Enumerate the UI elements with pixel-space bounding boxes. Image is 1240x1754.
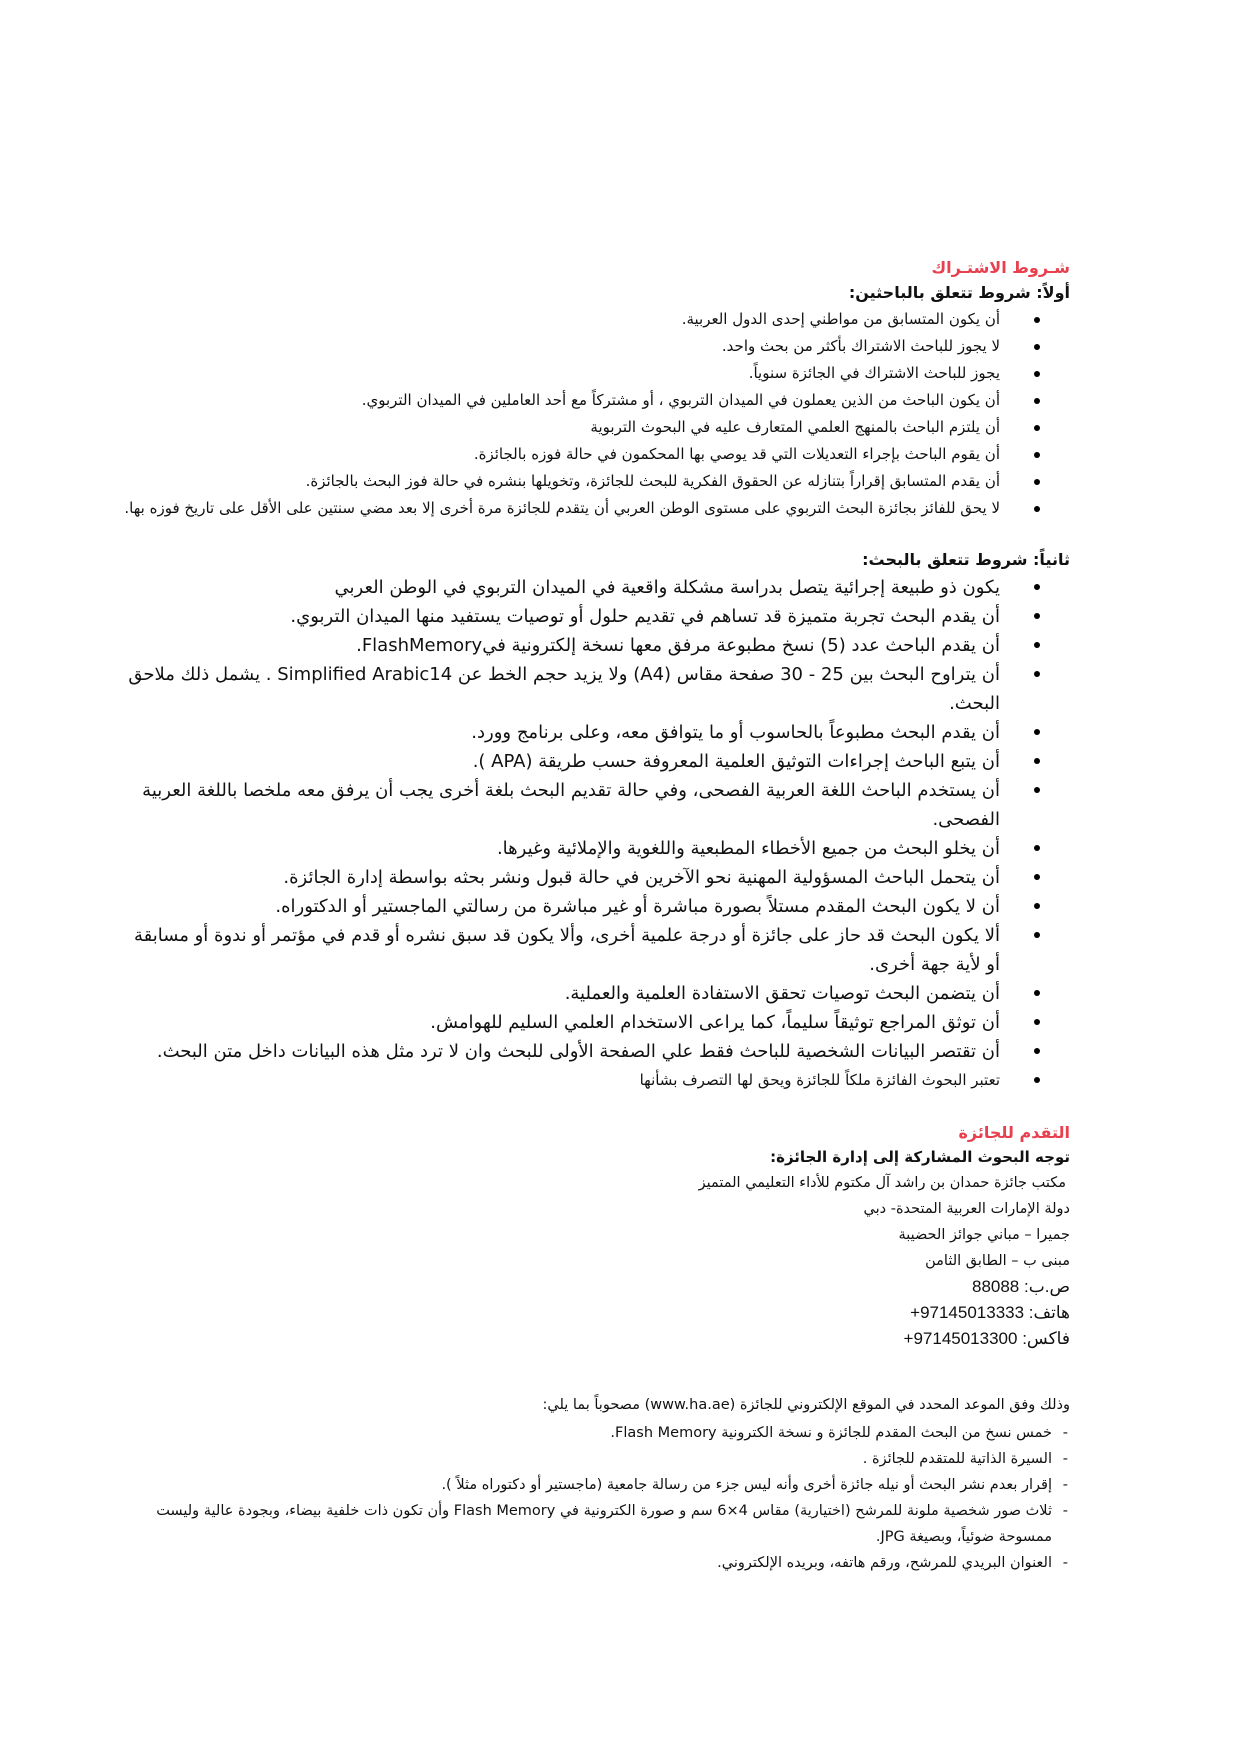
list-item: أن يتبع الباحث إجراءات التوثيق العلمية المعروفة حسب طريقة (APA ). <box>120 747 1000 776</box>
list-item: - السيرة الذاتية للمتقدم للجائزة . <box>120 1446 1052 1472</box>
list-item: ألا يكون البحث قد حاز على جائزة أو درجة علمية أخرى، وألا يكون قد سبق نشره أو قدم في مؤتمر أو ندوة أو مسابقة أو لأية جهة أخرى. <box>120 921 1000 979</box>
list-item: أن يلتزم الباحث بالمنهج العلمي المتعارف عليه في البحوث التربوية <box>120 414 1000 441</box>
list-item: تعتبر البحوث الفائزة ملكاً للجائزة ويحق لها التصرف بشأنها <box>120 1066 1000 1095</box>
list-item: أن تقتصر البيانات الشخصية للباحث فقط علي الصفحة الأولى للبحث وان لا ترد مثل هذه البيانات داخل متن البحث. <box>120 1037 1000 1066</box>
participation-title: شـروط الاشتـراك <box>931 258 1070 277</box>
list-item: يكون ذو طبيعة إجرائية يتصل بدراسة مشكلة واقعية في الميدان التربوي في الوطن العربي <box>120 573 1000 602</box>
address-phone: هاتف: 97145013333+ <box>910 1303 1070 1322</box>
address-fax: فاكس: 97145013300+ <box>903 1329 1070 1348</box>
list-item: أن يستخدم الباحث اللغة العربية الفصحى، وفي حالة تقديم البحث بلغة أخرى يجب أن يرفق معه ملخصا باللغة العربية الفصحى. <box>120 776 1000 834</box>
list-item: - خمس نسخ من البحث المقدم للجائزة و نسخة الكترونية Flash Memory. <box>120 1420 1052 1446</box>
address-country: دولة الإمارات العربية المتحدة- دبي <box>863 1201 1070 1217</box>
list-item: أن لا يكون البحث المقدم مستلاً بصورة مباشرة أو غير مباشرة من رسالتي الماجستير أو الدكتوراه. <box>120 892 1000 921</box>
list-item: لا يحق للفائز بجائزة البحث التربوي على مستوى الوطن العربي أن يتقدم للجائزة مرة أخرى إلا بعد مضي سنتين على الأقل على تاريخ فوزه بها. <box>120 495 1000 522</box>
list-item: يجوز للباحث الاشتراك في الجائزة سنوياً. <box>120 360 1000 387</box>
list-item: أن يقوم الباحث بإجراء التعديلات التي قد يوصي بها المحكمون في حالة فوزه بالجائزة. <box>120 441 1000 468</box>
address-po-box: ص.ب: 88088 <box>971 1277 1070 1296</box>
application-heading: توجه البحوث المشاركة إلى إدارة الجائزة: <box>770 1148 1070 1166</box>
document-page <box>120 258 1070 1576</box>
address-building: مبنى ب – الطابق الثامن <box>925 1253 1070 1269</box>
list-item: أن توثق المراجع توثيقاً سليماً، كما يراعى الاستخدام العلمي السليم للهوامش. <box>120 1008 1000 1037</box>
submission-intro: وذلك وفق الموعد المحدد في الموقع الإلكتروني للجائزة (www.ha.ae) مصحوباً بما يلي: <box>542 1397 1070 1413</box>
address-area: جميرا – مباني جوائز الحضيبة <box>898 1227 1070 1243</box>
list-item: أن يخلو البحث من جميع الأخطاء المطبعية واللغوية والإملائية وغيرها. <box>120 834 1000 863</box>
list-item: أن يقدم المتسابق إقراراً بتنازله عن الحقوق الفكرية للبحث للجائزة، وتخويلها بنشره في حالة فوز البحث بالجائزة. <box>120 468 1000 495</box>
list-item: - العنوان البريدي للمرشح، ورقم هاتفه، وبريده الإلكتروني. <box>120 1550 1052 1576</box>
researchers-heading: أولاً: شروط تتعلق بالباحثين: <box>848 283 1070 302</box>
list-item: أن يتراوح البحث بين 25 - 30 صفحة مقاس (A4) ولا يزيد حجم الخط عن Simplified Arabic14 . يشمل ذلك ملاحق البحث. <box>120 660 1000 718</box>
list-item: أن يكون المتسابق من مواطني إحدى الدول العربية. <box>120 306 1000 333</box>
list-item: - إقرار بعدم نشر البحث أو نيله جائزة أخرى وأنه ليس جزء من رسالة جامعية (ماجستير أو دكتوراه مثلاً ). <box>120 1472 1052 1498</box>
submission-requirements-list <box>120 1420 1070 1576</box>
research-heading: ثانياً: شروط تتعلق بالبحث: <box>862 550 1070 569</box>
list-item: أن يقدم البحث تجربة متميزة قد تساهم في تقديم حلول أو توصيات يستفيد منها الميدان التربوي. <box>120 602 1000 631</box>
list-item: - ثلاث صور شخصية ملونة للمرشح (اختيارية) مقاس 4×6 سم و صورة الكترونية في Flash Memory وأن تكون ذات خلفية بيضاء، وبجودة عالية وليست ممسوحة ضوئياً، وبصيغة JPG. <box>120 1498 1052 1550</box>
list-item: لا يجوز للباحث الاشتراك بأكثر من بحث واحد. <box>120 333 1000 360</box>
list-item: أن يقدم البحث مطبوعاً بالحاسوب أو ما يتوافق معه، وعلى برنامج وورد. <box>120 718 1000 747</box>
list-item: أن يقدم الباحث عدد (5) نسخ مطبوعة مرفق معها نسخة إلكترونية فيFlashMemory. <box>120 631 1000 660</box>
list-item: أن يتضمن البحث توصيات تحقق الاستفادة العلمية والعملية. <box>120 979 1000 1008</box>
address-block <box>120 1170 1070 1352</box>
research-conditions-list <box>120 573 1070 1095</box>
list-item: أن يكون الباحث من الذين يعملون في الميدان التربوي ، أو مشتركاً مع أحد العاملين في الميدان التربوي. <box>120 387 1000 414</box>
researchers-conditions-list <box>120 306 1070 522</box>
list-item: أن يتحمل الباحث المسؤولية المهنية نحو الآخرين في حالة قبول ونشر بحثه بواسطة إدارة الجائزة. <box>120 863 1000 892</box>
address-office: مكتب جائزة حمدان بن راشد آل مكتوم للأداء التعليمي المتميز <box>698 1175 1066 1191</box>
application-title: التقدم للجائزة <box>958 1123 1070 1142</box>
